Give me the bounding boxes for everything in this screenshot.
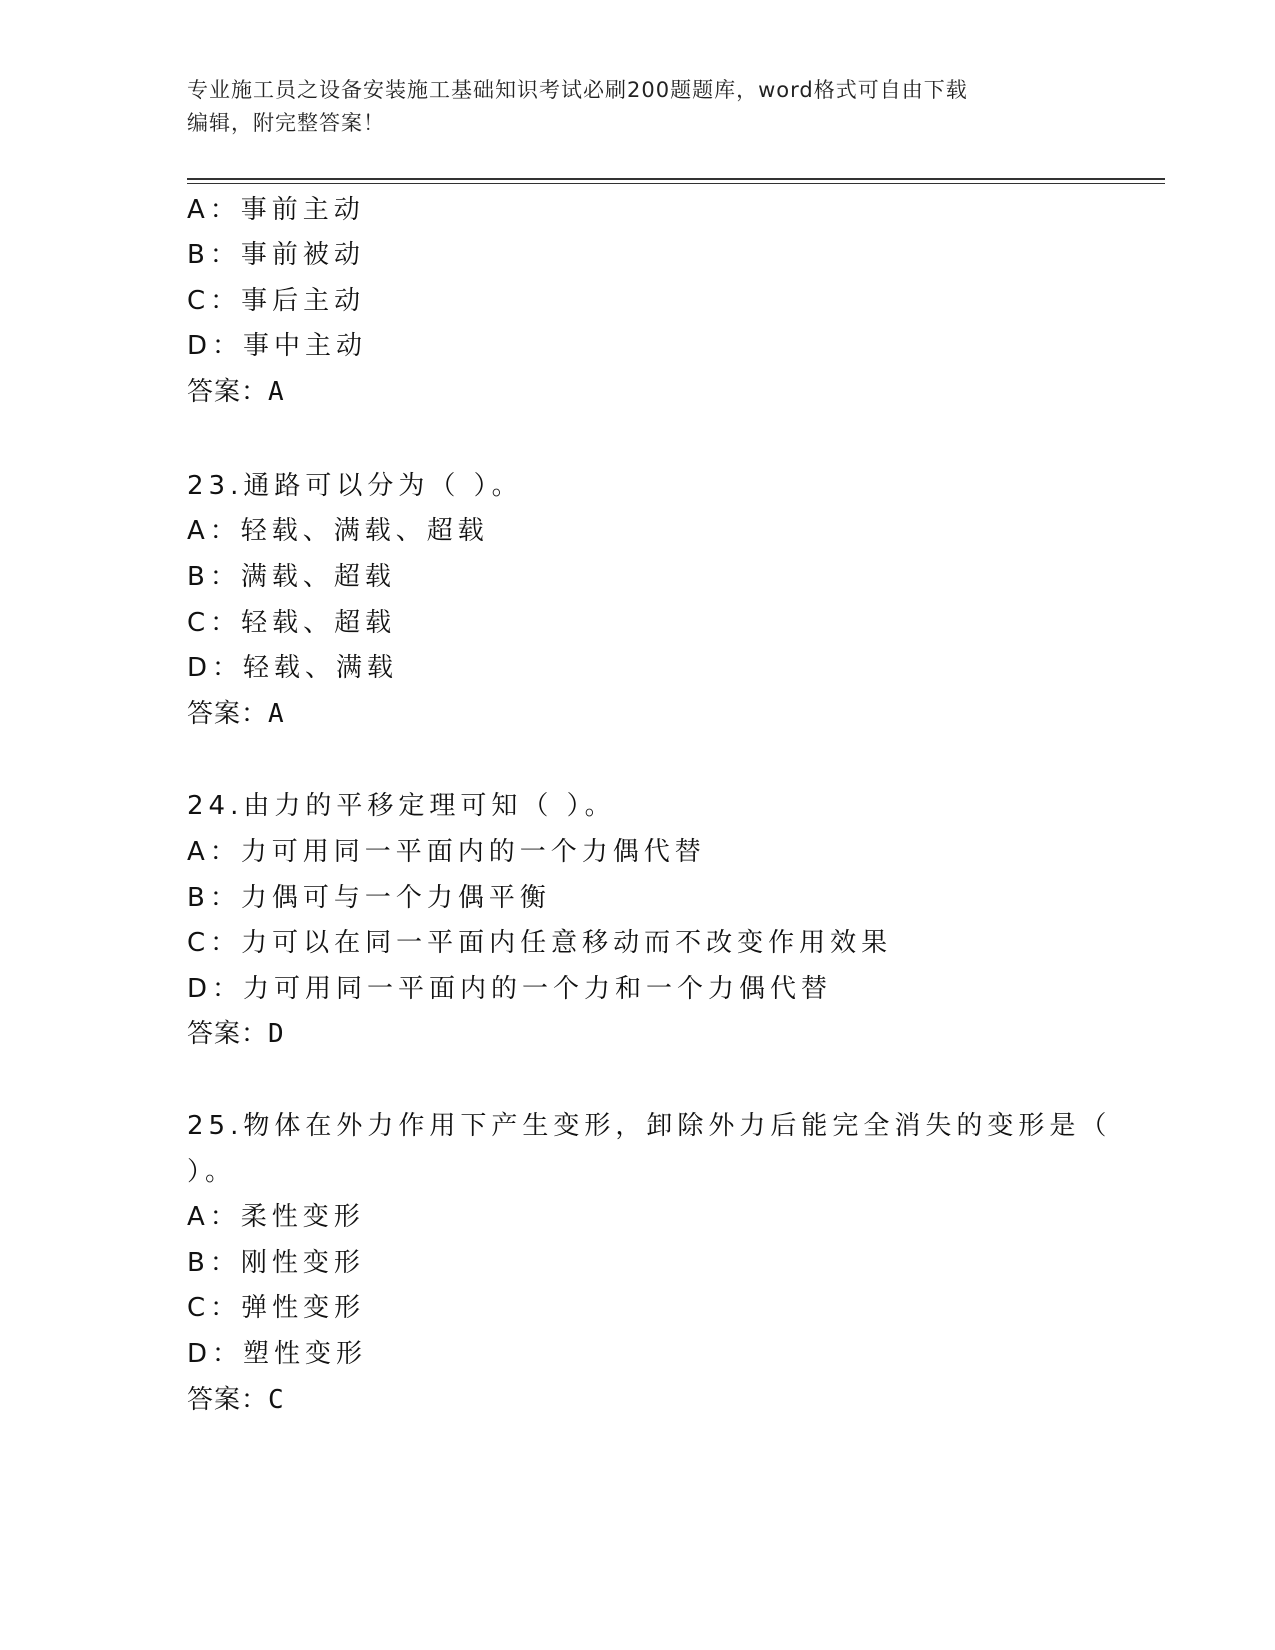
answer-value: A (268, 377, 284, 407)
q24-question: 24.由力的平移定理可知（ ）。 (187, 791, 616, 821)
q25-option-b: B：刚性变形 (187, 1248, 365, 1278)
q22-answer (187, 375, 284, 409)
q22-option-d: D：事中主动 (187, 331, 368, 361)
q23-option-c: C：轻载、超载 (187, 608, 397, 638)
q24-option-b: B：力偶可与一个力偶平衡 (187, 883, 551, 913)
q22-option-a: A：事前主动 (187, 195, 365, 225)
q23-answer (187, 697, 284, 731)
q25-question-line-1: 25.物体在外力作用下产生变形，卸除外力后能完全消失的变形是（ (187, 1111, 1112, 1141)
q22-option-c: C：事后主动 (187, 286, 366, 316)
q24-option-d: D：力可用同一平面内的一个力和一个力偶代替 (187, 974, 833, 1004)
header-line-1: 专业施工员之设备安装施工基础知识考试必刷200题题库，word格式可自由下载 (187, 78, 968, 102)
q24-option-c: C：力可以在同一平面内任意移动而不改变作用效果 (187, 928, 893, 958)
q24-answer (187, 1017, 284, 1051)
answer-label: 答案： (187, 699, 269, 729)
q22-option-b: B：事前被动 (187, 240, 365, 270)
answer-label: 答案： (187, 1019, 269, 1049)
q25-option-c: C：弹性变形 (187, 1293, 366, 1323)
q25-answer (187, 1383, 284, 1417)
answer-value: D (268, 1019, 284, 1049)
q24-option-a: A：力可用同一平面内的一个力偶代替 (187, 837, 706, 867)
q25-question-line-2: ）。 (187, 1157, 237, 1187)
q23-question: 23.通路可以分为（ ）。 (187, 471, 523, 501)
q23-option-b: B：满载、超载 (187, 562, 396, 592)
document-header (187, 74, 1087, 140)
answer-value: C (268, 1385, 284, 1415)
q25-option-d: D：塑性变形 (187, 1339, 368, 1369)
q25-option-a: A：柔性变形 (187, 1202, 365, 1232)
answer-value: A (268, 699, 284, 729)
header-divider (187, 178, 1165, 184)
answer-label: 答案： (187, 1385, 269, 1415)
header-line-2: 编辑，附完整答案！ (187, 111, 385, 135)
q23-option-d: D：轻载、满载 (187, 653, 399, 683)
q23-option-a: A：轻载、满载、超载 (187, 516, 489, 546)
answer-label: 答案： (187, 377, 269, 407)
